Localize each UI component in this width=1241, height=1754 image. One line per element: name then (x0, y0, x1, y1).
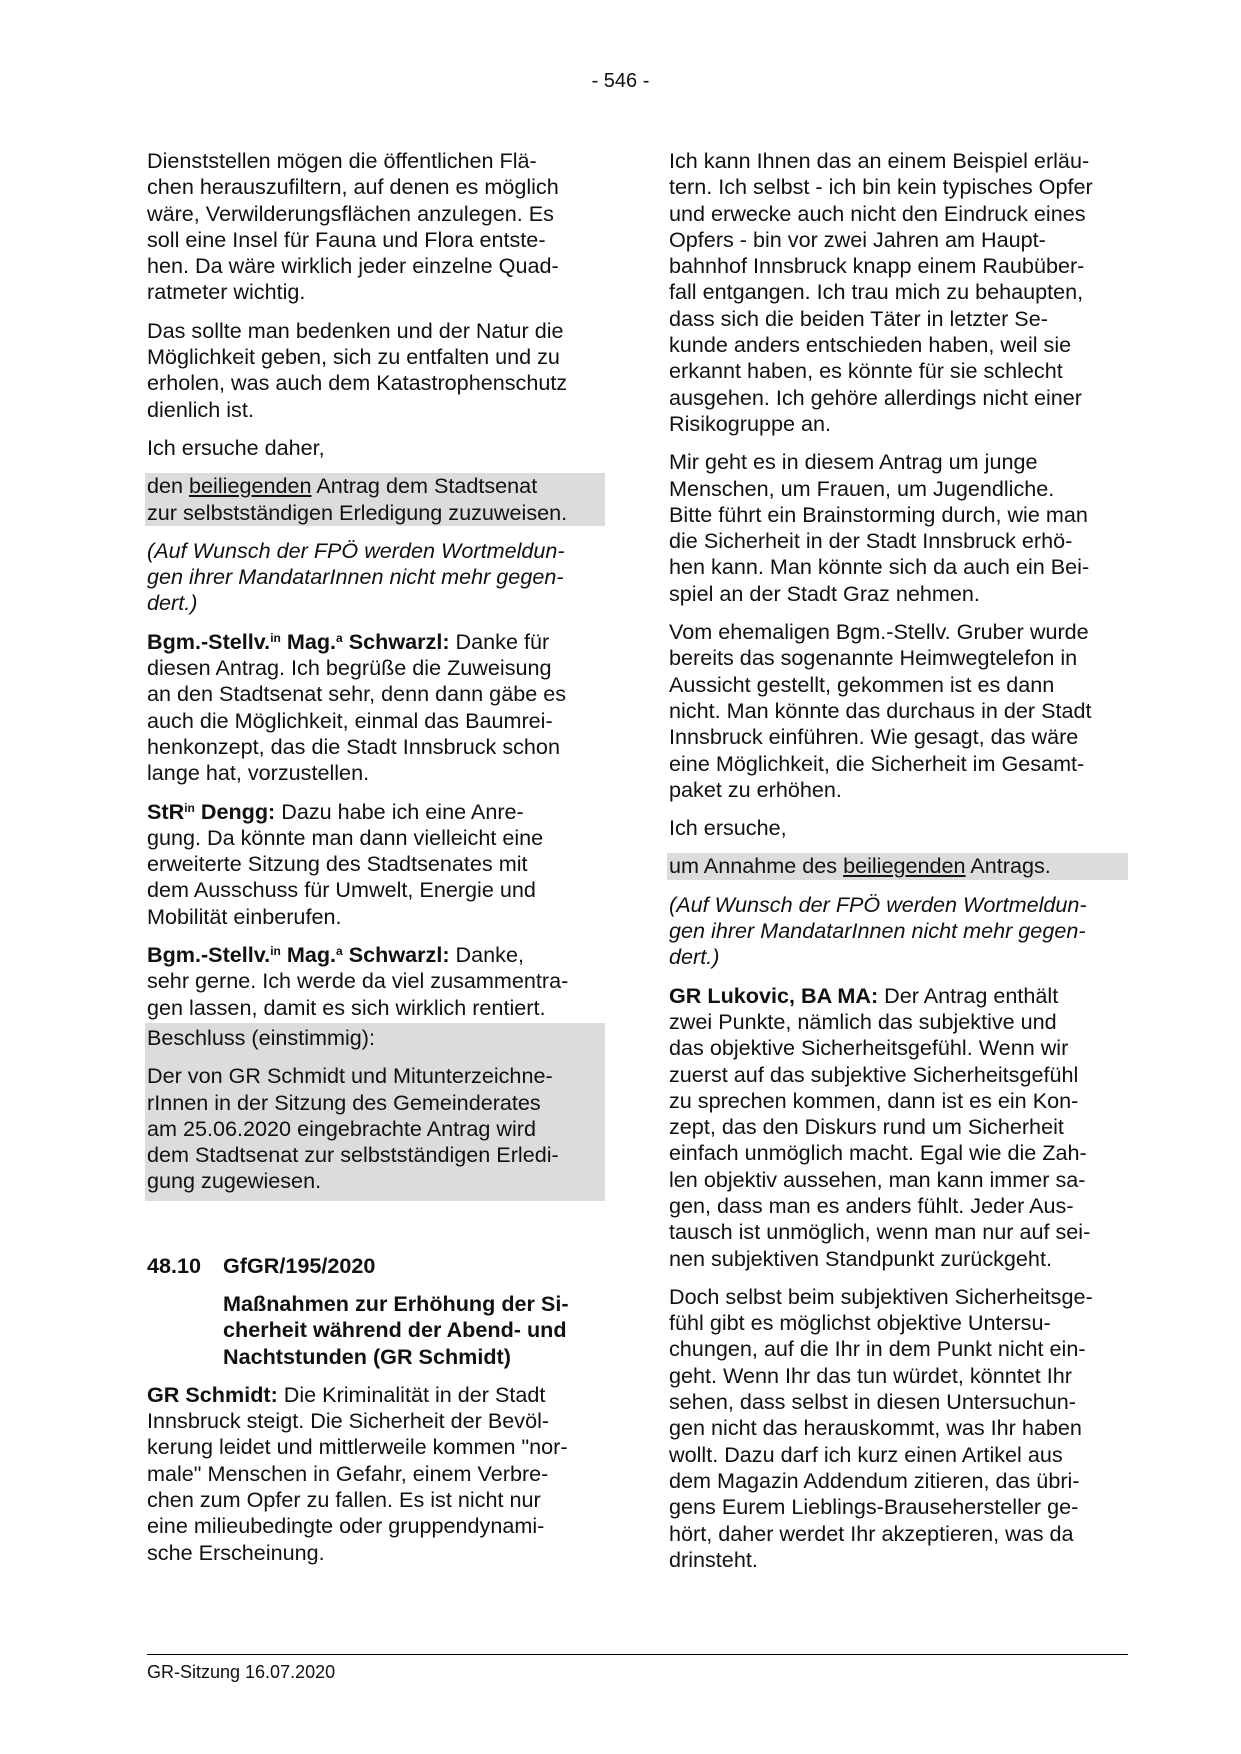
agenda-title: Maßnahmen zur Erhöhung der Si- cherheit während der Abend- und Nachtstunden (GR Schmidt) (223, 1290, 569, 1369)
resolution-box (145, 1023, 605, 1201)
page-number: - 546 - (591, 70, 650, 92)
speech: StR$^{in}$ Dengg: Dazu habe ich eine Anre- gung. Da könnte man dann vielleicht eine erweiterte Sitzung des Stadtsenates mit dem Ausschuss für Umwelt, Energie und Mobilität einberufen. (147, 798, 544, 929)
motion-text: um Annahme des beiliegenden Antrags. (667, 853, 1128, 879)
paragraph: Das sollte man bedenken und der Natur die Möglichkeit geben, sich zu entfalten und zu erholen, was auch dem Katastrophenschutz dienlich ist. (147, 317, 568, 422)
paragraph: Vom ehemaligen Bgm.-Stellv. Gruber wurde bereits das sogenannte Heimwegtelefon in Aussicht gestellt, gekommen ist es dann nicht. Man könnte das durchaus in der Stadt Innsbruck einführen. Wie gesagt, das wäre eine Möglichkeit, die Sicherheit im Gesamt- paket zu erhöhen. (669, 619, 1092, 802)
paragraph: Ich ersuche daher, (147, 434, 325, 460)
agenda-number: 48.10 (147, 1252, 202, 1278)
agenda-code: GfGR/195/2020 (223, 1252, 376, 1278)
resolution-text: Der von GR Schmidt und Mitunterzeichne- rInnen in der Sitzung des Gemeinderates am 25.06.2020 eingebrachte Antrag wird dem Stadtsenat zur selbstständigen Erledi- gung zugewiesen. (147, 1063, 559, 1194)
paragraph: Ich kann Ihnen das an einem Beispiel erläu- tern. Ich selbst - ich bin kein typisches Opfer und erwecke auch nicht den Eindruck eines Opfers - bin vor zwei Jahren am Haupt- bahnhof Innsbruck knapp einem Raubüber- fall entgangen. Ich trau mich zu behaupten, dass sich die beiden Täter in letzter Se- kunde anders entschieden haben, weil sie erkannt haben, es könnte für sie schlecht ausgehen. Ich gehöre allerdings nicht einer Risikogruppe an. (669, 148, 1093, 436)
speech: GR Lukovic, BA MA: Der Antrag enthält zwei Punkte, nämlich das subjektive und das objektive Sicherheitsgefühl. Wenn wir zuerst auf das subjektive Sicherheitsgefühl zu sprechen kommen, dann ist es ein Kon- zept, das den Diskurs rund um Sicherheit einfach unmöglich macht. Egal wie die Zah- len objektiv aussehen, man kann immer sa- gen, dass man es anders fühlt. Jeder Aus- tausch ist unmöglich, wenn man nur auf sei- nen subjektiven Standpunkt zurückgeht. (669, 982, 1091, 1271)
paragraph: Mir geht es in diesem Antrag um junge Menschen, um Frauen, um Jugendliche. Bitte führt ein Brainstorming durch, wie man die Sicherheit in der Stadt Innsbruck erhö- hen kann. Man könnte sich da auch ein Bei- spiel an der Stadt Graz nehmen. (669, 449, 1090, 606)
footer-text: GR-Sitzung 16.07.2020 (147, 1662, 336, 1682)
right-column (669, 148, 1128, 1585)
left-column (147, 148, 605, 1578)
resolution-heading: Beschluss (einstimmig): (147, 1024, 375, 1050)
paragraph: Ich ersuche, (669, 815, 787, 841)
editorial-note: (Auf Wunsch der FPÖ werden Wortmeldun- gen ihrer MandatarInnen nicht mehr gegen- dert.) (147, 537, 565, 616)
editorial-note: (Auf Wunsch der FPÖ werden Wortmeldun- gen ihrer MandatarInnen nicht mehr gegen- dert.) (669, 891, 1087, 970)
paragraph: Doch selbst beim subjektiven Sicherheitsge- fühl gibt es möglichst objektive Untersu- chungen, auf die Ihr in dem Punkt nicht ein- geht. Wenn Ihr das tun würdet, könntet Ihr sehen, dass selbst in diesen Untersuchun- gen nicht das herauskommt, was Ihr haben wollt. Dazu darf ich kurz einen Artikel aus dem Magazin Addendum zitieren, das übri- gens Eurem Lieblings-Brausehersteller ge- hört, daher werdet Ihr akzeptieren, was da drinsteht. (669, 1283, 1093, 1572)
speech: Bgm.-Stellv.$^{in}$ Mag.$^a$ Schwarzl: Danke für diesen Antrag. Ich begrüße die Zuweisung an den Stadtsenat sehr, denn dann gäbe es auch die Möglichkeit, einmal das Baumrei- henkonzept, das die Stadt Innsbruck schon lange hat, vorzustellen. (147, 628, 567, 786)
attachment-reference: beiliegenden (189, 473, 312, 499)
attachment-reference: beiliegenden (843, 853, 966, 879)
agenda-item-heading (147, 1253, 605, 1279)
speaker-name: Bgm.-Stellv.$^{in}$ Mag.$^a$ Schwarzl: (147, 628, 450, 654)
speaker-name: StR$^{in}$ Dengg: (147, 798, 276, 824)
footer-divider (147, 1654, 1128, 1655)
speaker-name: GR Lukovic, BA MA: (669, 982, 879, 1008)
motion-text: den beiliegenden Antrag dem Stadtsenat zur selbstständigen Erledigung zuzuweisen. (145, 473, 605, 526)
speaker-name: Bgm.-Stellv.$^{in}$ Mag.$^a$ Schwarzl: (147, 942, 450, 968)
speech: Bgm.-Stellv.$^{in}$ Mag.$^a$ Schwarzl: Danke, sehr gerne. Ich werde da viel zusammentra- gen lassen, damit es sich wirklich rentiert. (147, 942, 569, 1020)
speech: GR Schmidt: Die Kriminalität in der Stadt Innsbruck steigt. Die Sicherheit der Bevöl- kerung leidet und mittlerweile kommen "nor- male" Menschen in Gefahr, einem Verbre- chen zum Opfer zu fallen. Es ist nicht nur eine milieubedingte oder gruppendynami- sche Erscheinung. (147, 1381, 568, 1565)
speaker-name: GR Schmidt: (147, 1381, 278, 1407)
paragraph: Dienststellen mögen die öffentlichen Flä- chen herauszufiltern, auf denen es möglich wäre, Verwilderungsflächen anzulegen. Es soll eine Insel für Fauna und Flora entste- hen. Da wäre wirklich jeder einzelne Quad- ratmeter wichtig. (147, 148, 559, 305)
